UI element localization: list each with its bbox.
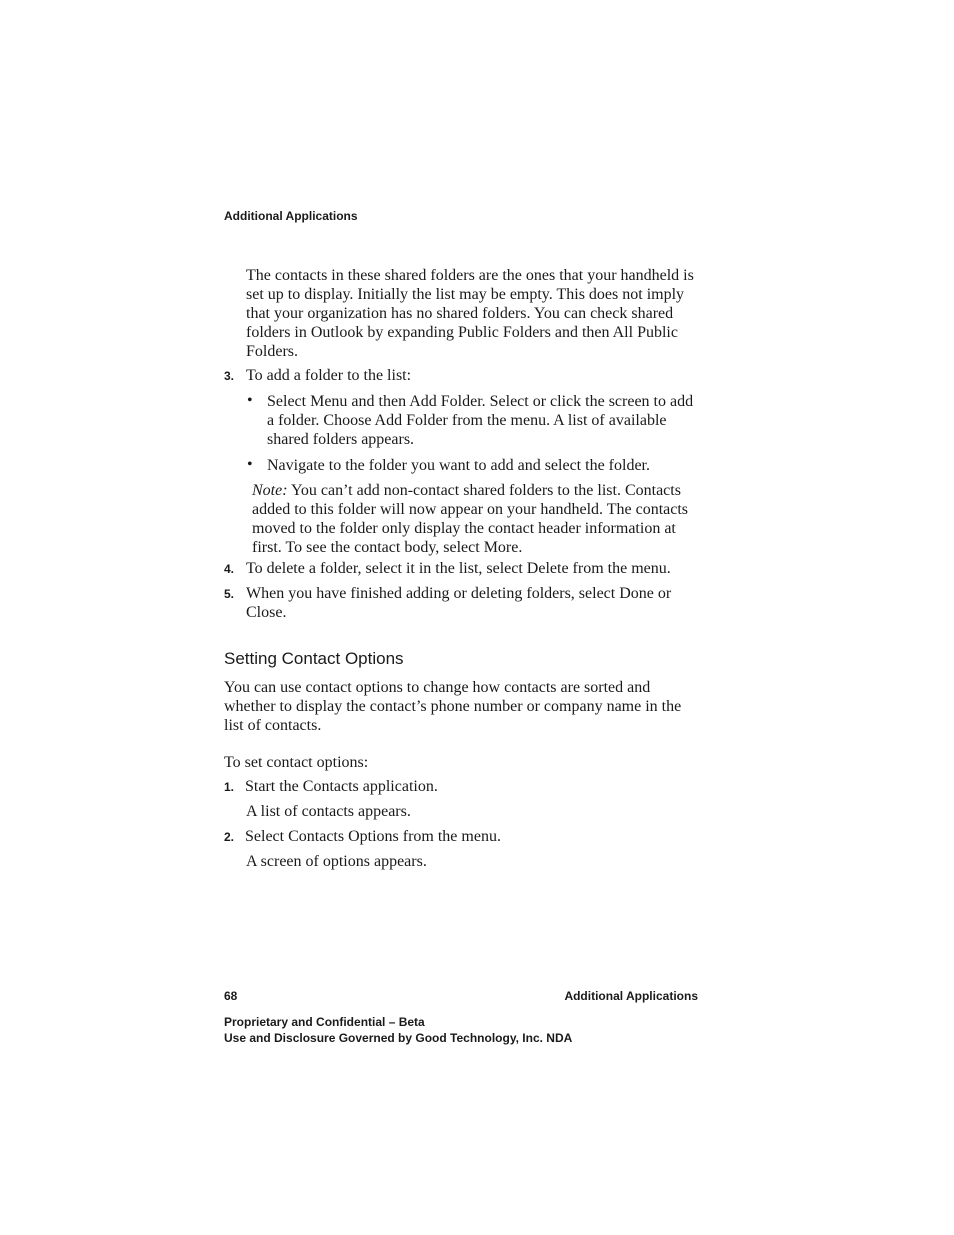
step-text: Select Contacts Options from the menu. — [245, 828, 501, 845]
bullet-text: Navigate to the folder you want to add and select the folder. — [267, 457, 650, 474]
step-number: 2. — [224, 830, 235, 844]
note — [252, 481, 702, 557]
intro-paragraph: The contacts in these shared folders are the ones that your handheld is set up to display. Initially the list may be empty. This does not imply that your organization has no shared folders. You can check shared folders in Outlook by expanding Public Folders and then All Public Folders. — [246, 267, 694, 360]
step-text: Start the Contacts application. — [245, 778, 438, 795]
confidential-notice: Proprietary and Confidential – Beta — [224, 1015, 425, 1029]
procedure-lead: To set contact options: — [224, 754, 369, 771]
bullet-text: Select Menu and then Add Folder. Select or click the screen to add a folder. Choose Add Folder from the menu. A list of available shared folders appears. — [267, 393, 694, 448]
step-number: 5. — [224, 587, 235, 601]
section-paragraph: You can use contact options to change how contacts are sorted and whether to display the contact’s phone number or company name in the list of contacts. — [224, 679, 682, 734]
step-text: To delete a folder, select it in the list, select Delete from the menu. — [246, 560, 671, 577]
note-text: You can’t add non-contact shared folders to the list. Contacts added to this folder will now appear on your handheld. The contacts moved to the folder only display the contact header information at first. To see the contact body, select More. — [252, 482, 689, 556]
bullet-symbol: • — [247, 456, 253, 473]
step-number: 3. — [224, 369, 235, 383]
bullet-symbol: • — [247, 392, 253, 409]
step-result: A list of contacts appears. — [246, 803, 411, 820]
step-number: 4. — [224, 562, 235, 576]
note-label: Note: — [252, 482, 288, 499]
step-number: 1. — [224, 780, 235, 794]
section-heading: Setting Contact Options — [224, 649, 404, 668]
step-result: A screen of options appears. — [246, 853, 427, 870]
running-head: Additional Applications — [224, 209, 358, 223]
step-text: When you have finished adding or deleting folders, select Done or Close. — [246, 585, 672, 621]
step-text: To add a folder to the list: — [246, 367, 412, 384]
disclosure-notice: Use and Disclosure Governed by Good Technology, Inc. NDA — [224, 1031, 573, 1045]
footer-section-title: Additional Applications — [564, 989, 698, 1003]
page-number: 68 — [224, 989, 238, 1003]
